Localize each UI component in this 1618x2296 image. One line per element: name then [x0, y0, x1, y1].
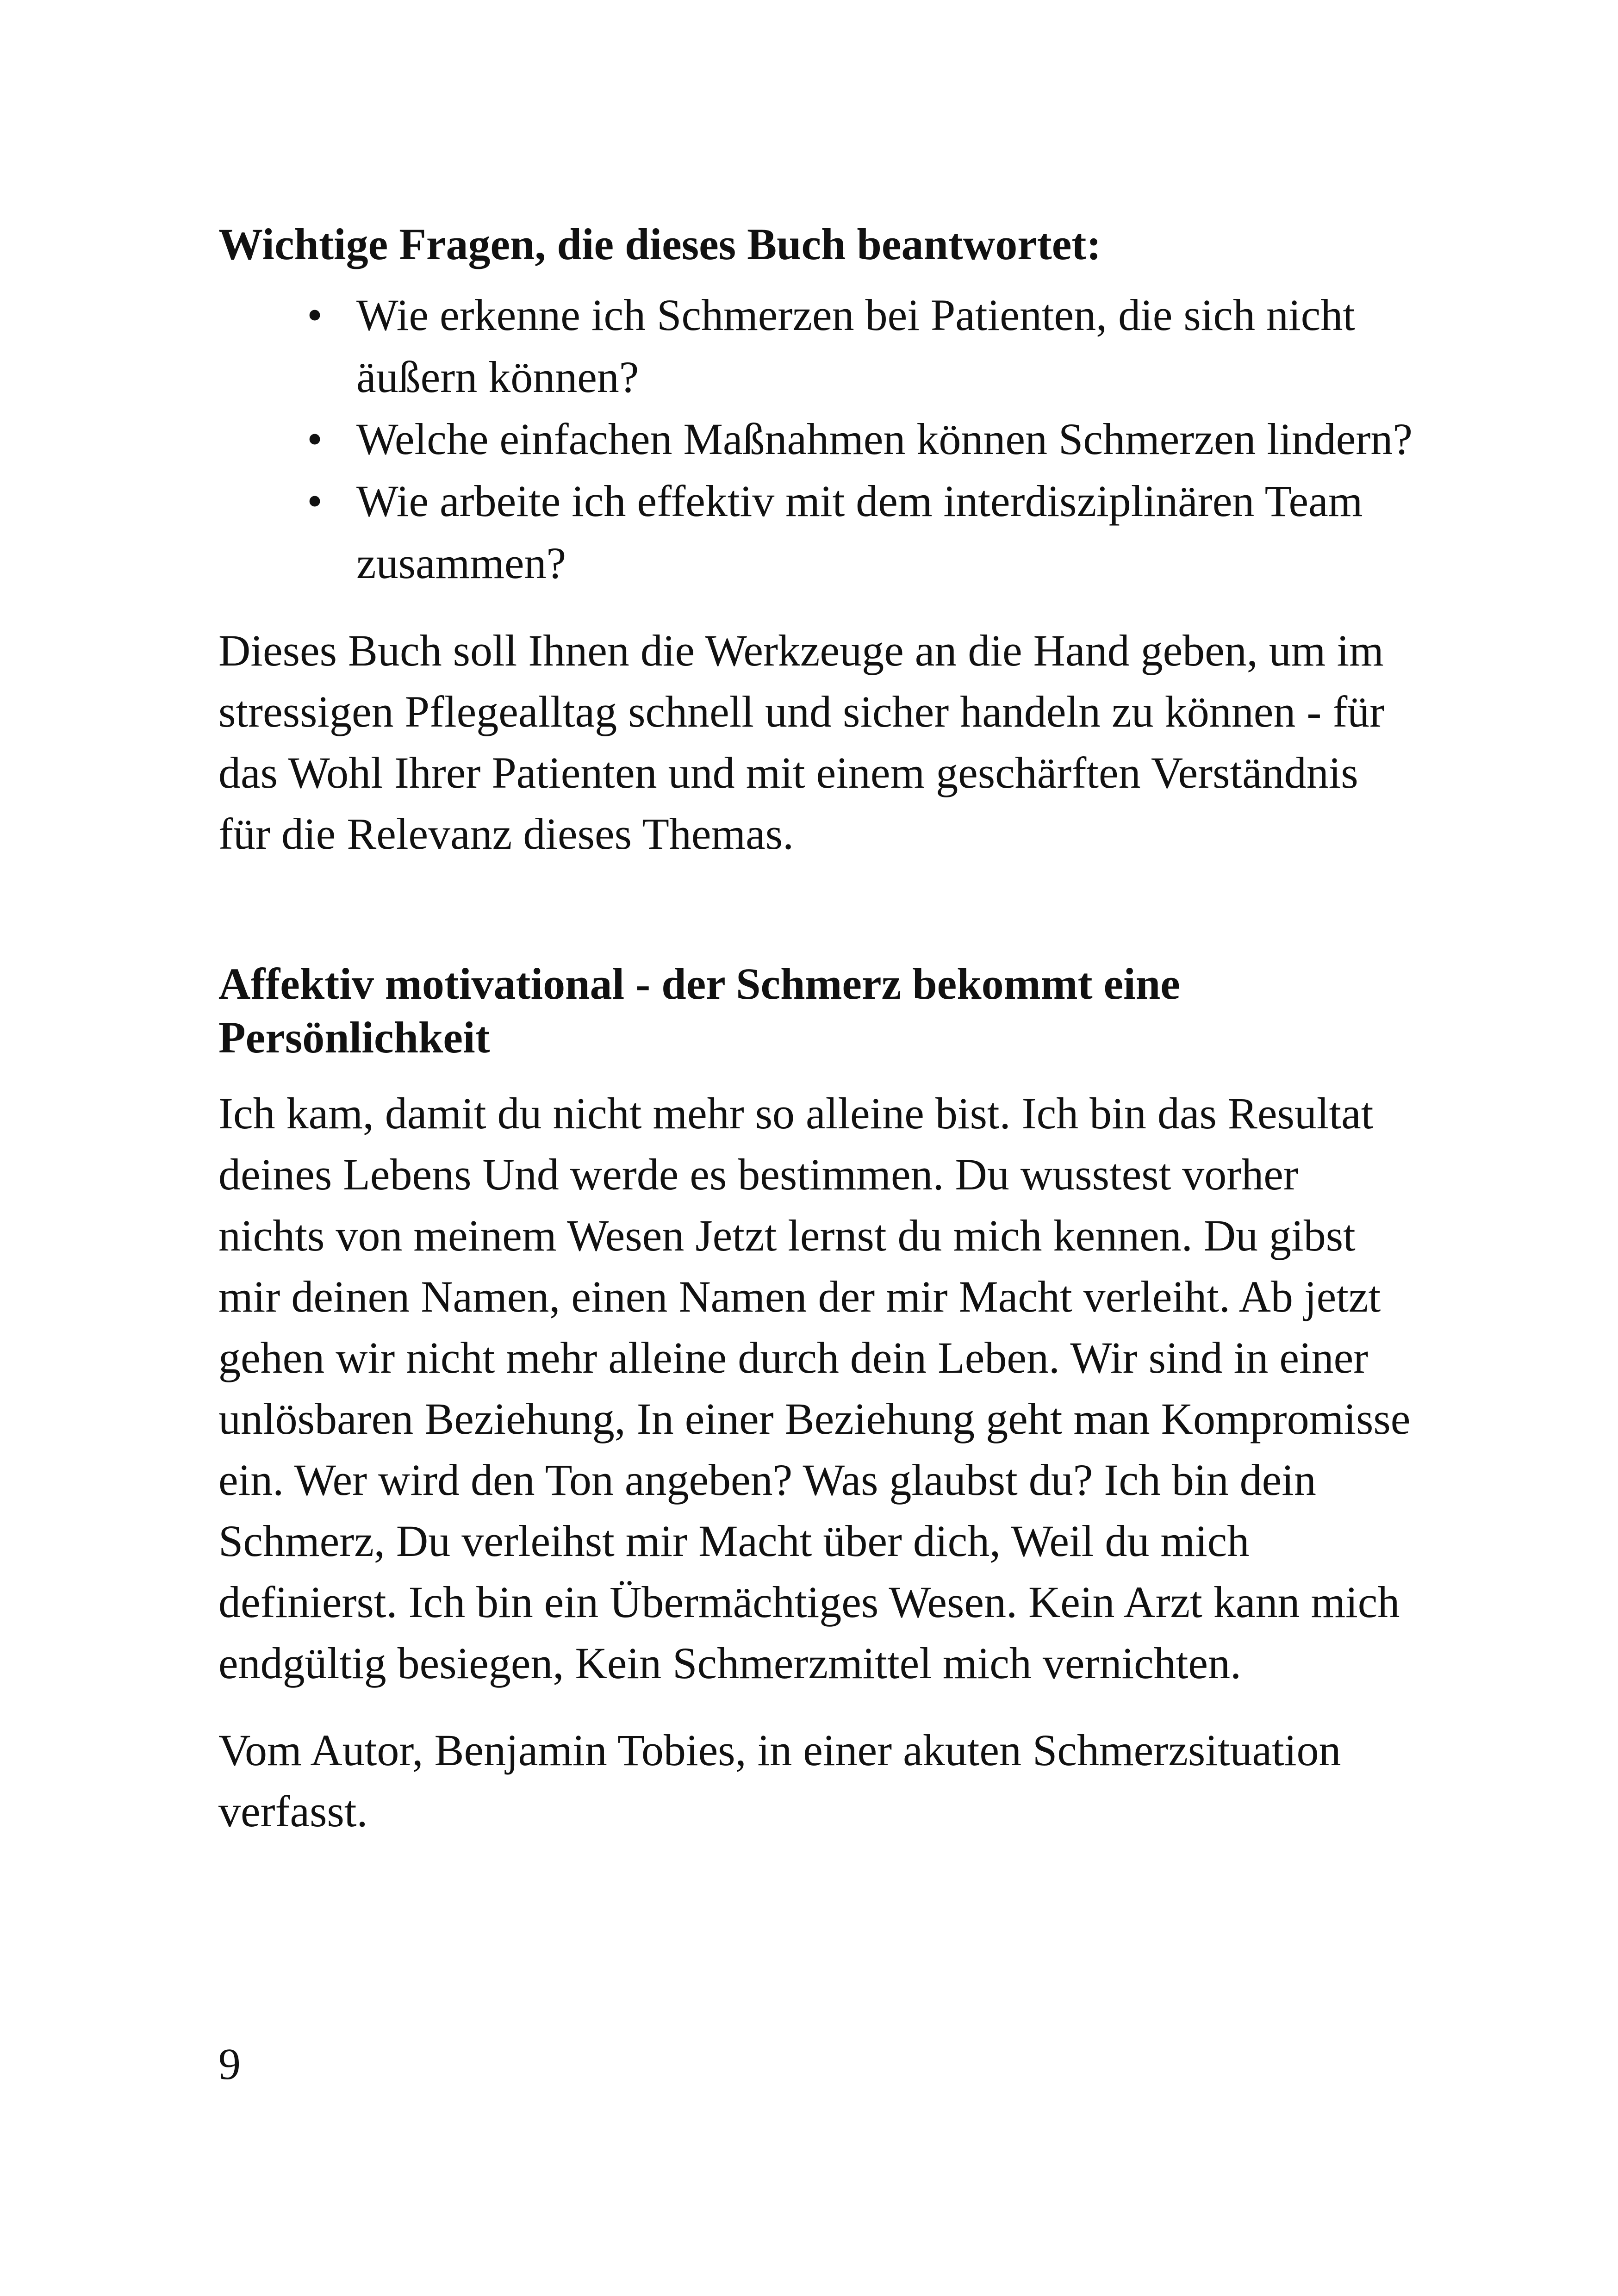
bullet-icon: • [307, 290, 323, 340]
bullet-icon: • [307, 476, 323, 526]
document-page [218, 218, 1413, 1842]
intro-paragraph: Dieses Buch soll Ihnen die Werkzeuge an die Hand geben, um im stressigen Pflegealltag schnell und sicher handeln zu können - für das Wohl Ihrer Patienten und mit einem geschärften Verständnis für die Relevanz dieses Themas. [218, 626, 1385, 859]
section-heading-important-questions: Wichtige Fragen, die dieses Buch beantwortet: [218, 219, 1101, 269]
list-item-text: Wie arbeite ich effektiv mit dem interdisziplinären Team zusammen? [356, 476, 1363, 588]
page-number: 9 [218, 2039, 241, 2089]
list-item [218, 470, 1413, 594]
section-heading-affective-motivational: Affektiv motivational - der Schmerz bekommt eine Persönlichkeit [218, 959, 1180, 1062]
list-item [218, 408, 1413, 470]
list-item-text: Welche einfachen Maßnahmen können Schmerzen lindern? [356, 414, 1413, 464]
questions-list [218, 284, 1413, 594]
list-item-text: Wie erkenne ich Schmerzen bei Patienten, die sich nicht äußern können? [356, 290, 1355, 402]
bullet-icon: • [307, 414, 323, 464]
list-item [218, 284, 1413, 408]
poem-paragraph: Ich kam, damit du nicht mehr so alleine bist. Ich bin das Resultat deines Lebens Und werde es bestimmen. Du wusstest vorher nichts von meinem Wesen Jetzt lernst du mich kennen. Du gibst mir deinen Namen, einen Namen der mir Macht verleiht. Ab jetzt gehen wir nicht mehr alleine durch dein Leben. Wir sind in einer unlösbaren Beziehung, In einer Beziehung geht man Kompromisse ein. Wer wird den Ton angeben? Was glaubst du? Ich bin dein Schmerz, Du verleihst mir Macht über dich, Weil du mich definierst. Ich bin ein Übermächtiges Wesen. Kein Arzt kann mich endgültig besiegen, Kein Schmerzmittel mich vernichten. [218, 1089, 1411, 1688]
attribution-paragraph: Vom Autor, Benjamin Tobies, in einer akuten Schmerzsituation verfasst. [218, 1725, 1341, 1836]
